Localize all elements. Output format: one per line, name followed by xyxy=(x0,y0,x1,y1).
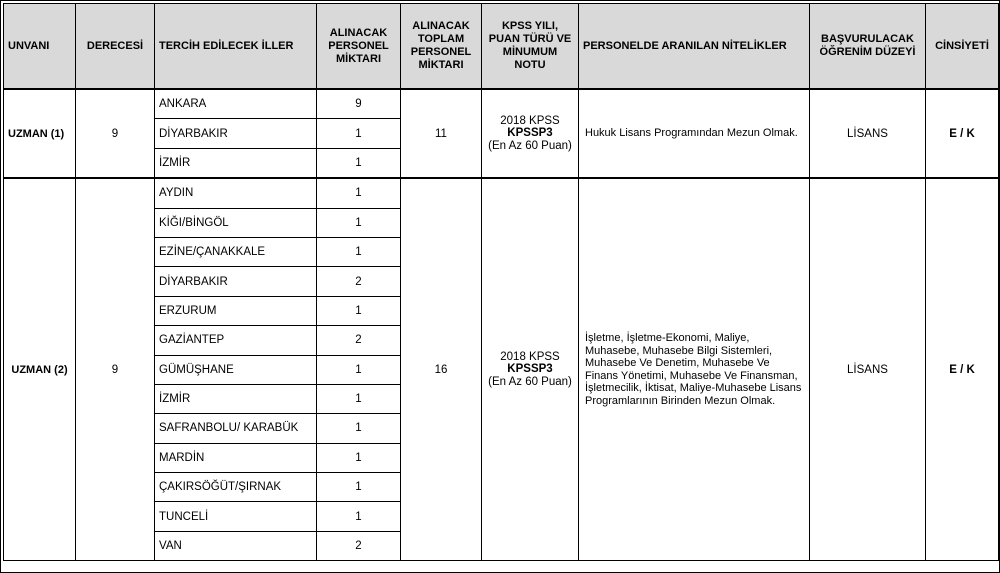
header-alinacak: ALINACAK PERSONEL MİKTARI xyxy=(317,4,401,90)
header-derecesi: DERECESİ xyxy=(76,4,155,90)
kpss-cell xyxy=(482,178,579,561)
kpss-cell xyxy=(482,89,579,178)
kpss-min: (En Az 60 Puan) xyxy=(488,139,572,152)
table-body xyxy=(4,89,999,561)
derece-cell: 9 xyxy=(76,89,155,178)
count-cell: 1 xyxy=(317,414,401,443)
table-row xyxy=(4,178,999,208)
count-cell: 1 xyxy=(317,473,401,502)
kpss-year: 2018 KPSS xyxy=(500,114,560,127)
derece-cell: 9 xyxy=(76,178,155,561)
count-cell: 1 xyxy=(317,384,401,413)
count-cell: 1 xyxy=(317,502,401,531)
city-cell: TUNCELİ xyxy=(155,502,317,531)
header-nitelikler: PERSONELDE ARANILAN NİTELİKLER xyxy=(579,4,810,90)
count-cell: 1 xyxy=(317,178,401,208)
city-cell: SAFRANBOLU/ KARABÜK xyxy=(155,414,317,443)
count-cell: 1 xyxy=(317,296,401,325)
cinsiyet-cell: E / K xyxy=(926,178,999,561)
header-ogrenim: BAŞVURULACAK ÖĞRENİM DÜZEYİ xyxy=(810,4,926,90)
table-row xyxy=(4,89,999,119)
kpss-year: 2018 KPSS xyxy=(500,350,560,363)
nitelik-cell: İşletme, İşletme-Ekonomi, Maliye, Muhasebe, Muhasebe Bilgi Sistemleri, Muhasebe Ve Denetim, Muhasebe Ve Finans Yönetimi, Muhasebe Ve Finansman, İşletmecilik, İktisat, Maliye-Muhasebe Lisans Programlarının Birinden Mezun Olmak. xyxy=(579,178,810,561)
toplam-cell: 16 xyxy=(401,178,482,561)
count-cell: 2 xyxy=(317,531,401,560)
city-cell: DİYARBAKIR xyxy=(155,267,317,296)
unvan-cell: UZMAN (2) xyxy=(4,178,76,561)
ogrenim-cell: LİSANS xyxy=(810,89,926,178)
city-cell: İZMİR xyxy=(155,148,317,178)
header-cinsiyet: CİNSİYETİ xyxy=(926,4,999,90)
city-cell: ERZURUM xyxy=(155,296,317,325)
city-cell: İZMİR xyxy=(155,384,317,413)
toplam-cell: 11 xyxy=(401,89,482,178)
count-cell: 9 xyxy=(317,89,401,119)
city-cell: ÇAKIRSÖĞÜT/ŞIRNAK xyxy=(155,473,317,502)
city-cell: GAZİANTEP xyxy=(155,326,317,355)
count-cell: 2 xyxy=(317,326,401,355)
city-cell: AYDIN xyxy=(155,178,317,208)
city-cell: GÜMÜŞHANE xyxy=(155,355,317,384)
count-cell: 1 xyxy=(317,119,401,148)
header-toplam: ALINACAK TOPLAM PERSONEL MİKTARI xyxy=(401,4,482,90)
count-cell: 1 xyxy=(317,355,401,384)
unvan-cell: UZMAN (1) xyxy=(4,89,76,178)
city-cell: EZİNE/ÇANAKKALE xyxy=(155,237,317,266)
city-cell: DİYARBAKIR xyxy=(155,119,317,148)
count-cell: 1 xyxy=(317,208,401,237)
cinsiyet-cell: E / K xyxy=(926,89,999,178)
header-row xyxy=(4,4,999,90)
kpss-type: KPSSP3 xyxy=(507,127,553,140)
city-cell: VAN xyxy=(155,531,317,560)
nitelik-cell: Hukuk Lisans Programından Mezun Olmak. xyxy=(579,89,810,178)
ogrenim-cell: LİSANS xyxy=(810,178,926,561)
count-cell: 1 xyxy=(317,443,401,472)
count-cell: 2 xyxy=(317,267,401,296)
header-kpss: KPSS YILI, PUAN TÜRÜ VE MİNUMUM NOTU xyxy=(482,4,579,90)
header-unvani: UNVANI xyxy=(4,4,76,90)
count-cell: 1 xyxy=(317,237,401,266)
count-cell: 1 xyxy=(317,148,401,178)
city-cell: KİĞI/BİNGÖL xyxy=(155,208,317,237)
kpss-min: (En Az 60 Puan) xyxy=(488,375,572,388)
city-cell: ANKARA xyxy=(155,89,317,119)
kpss-type: KPSSP3 xyxy=(507,363,553,376)
header-iller: TERCİH EDİLECEK İLLER xyxy=(155,4,317,90)
personnel-table xyxy=(3,3,999,561)
city-cell: MARDİN xyxy=(155,443,317,472)
